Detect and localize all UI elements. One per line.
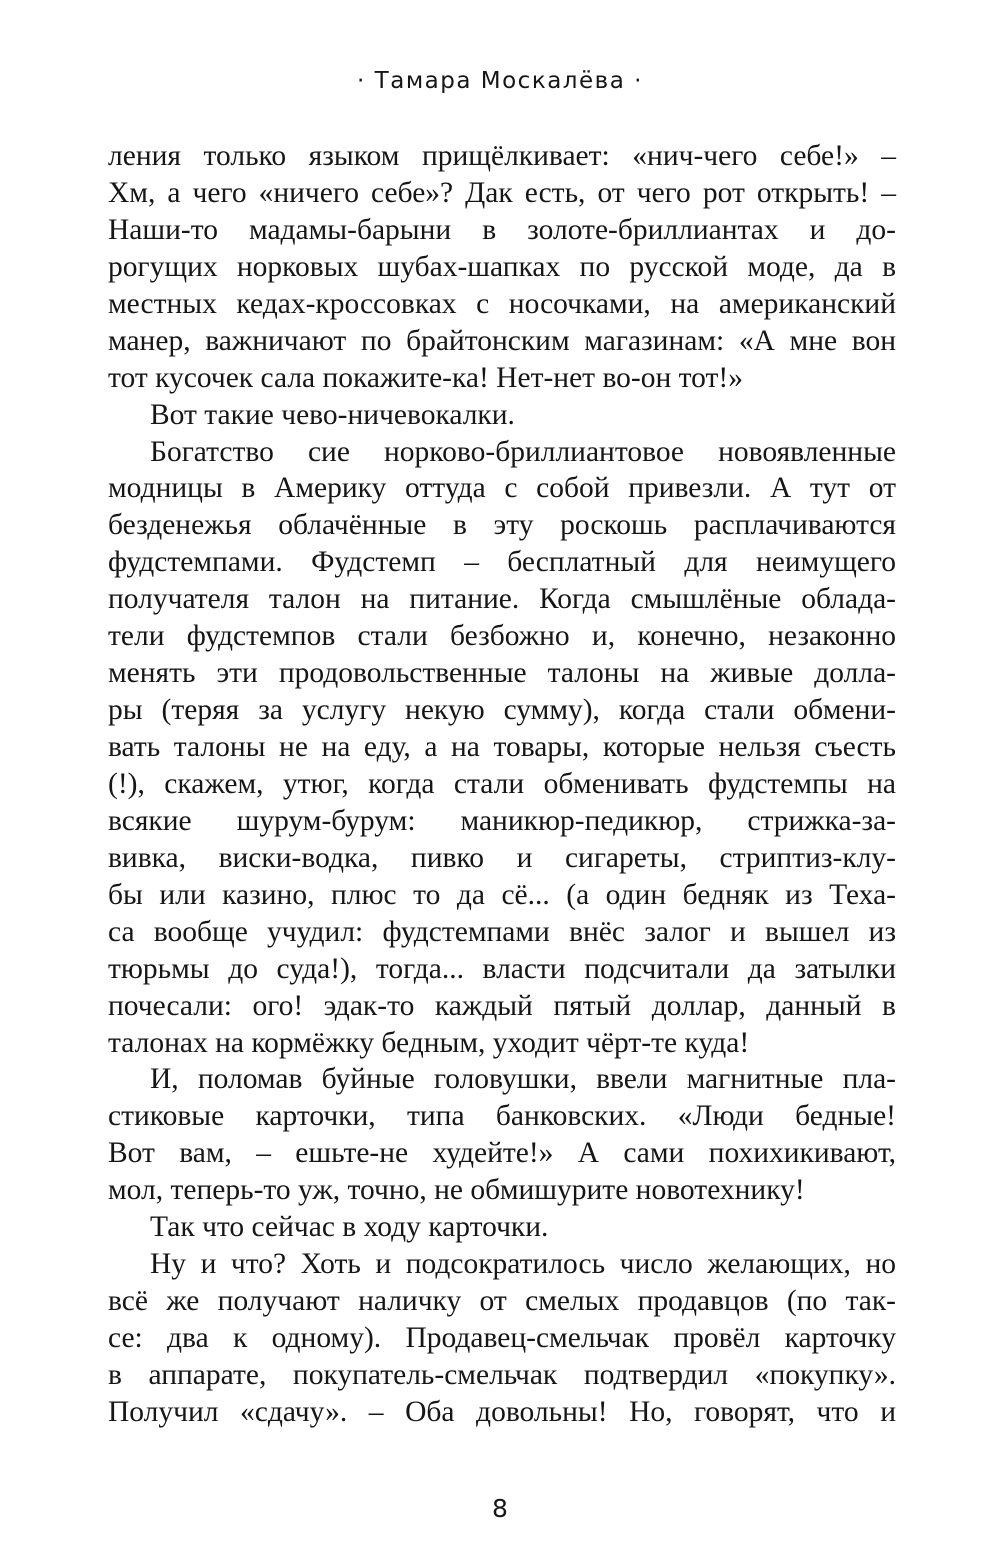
text-line: И, поломав буйные головушки, ввели магнитные пла- [150,1063,896,1096]
text-line: Богатство сие норково-бриллиантовое новоявленные [150,435,896,468]
text-line: Наши-то мадамы-барыни в золоте-бриллиантах и до- [108,213,896,246]
running-head: · Тамара Москалёва · [357,68,643,94]
text-line: Так что сейчас в ходу карточки. [150,1211,549,1244]
text-line: вивка, виски-водка, пивко и сигареты, стриптиз-клу- [108,841,896,874]
text-line: тели фудстемпов стали безбожно и, конечно, незаконно [108,620,896,653]
text-line: всё же получают наличку от смелых продавцов (по так- [108,1285,896,1318]
text-line: ления только языком прищёлкивает: «нич-чего себе!» – [108,140,896,172]
text-line: манер, важничают по брайтонским магазинам: «А мне вон [108,324,896,357]
text-line: Вот вам, – ешьте-не худейте!» А сами похихикивают, [108,1137,896,1170]
text-line: почесали: ого! эдак-то каждый пятый доллар, данный в [108,989,896,1022]
text-line: талонах на кормёжку бедным, уходит чёрт-те куда! [108,1026,750,1059]
text-line: менять эти продовольственные талоны на живые долла- [108,657,896,690]
text-line: са вообще учудил: фудстемпами внёс залог и вышел из [108,915,896,948]
text-line: Ну и что? Хоть и подсократилось число желающих, но [150,1248,896,1281]
body-text [108,138,896,1431]
text-line: вать талоны не на еду, а на товары, которые нельзя съесть [108,731,896,763]
text-line: стиковые карточки, типа банковских. «Люди бедные! [108,1100,896,1133]
text-line: тюрьмы до суда!), тогда... власти подсчитали да затылки [108,952,896,985]
text-line: Хм, а чего «ничего себе»? Дак есть, от чего рот открыть! – [108,176,896,209]
page-number: 8 [492,1494,508,1523]
text-line: Получил «сдачу». – Оба довольны! Но, говорят, что и [108,1395,896,1428]
text-line: модницы в Америку оттуда с собой привезли. А тут от [108,472,896,505]
text-line: Вот такие чево-ничевокалки. [150,398,515,431]
text-line: фудстемпами. Фудстемп – бесплатный для неимущего [108,546,896,579]
text-line: безденежья облачённые в эту роскошь расплачиваются [108,509,896,542]
text-line: мол, теперь-то уж, точно, не обмишурите новотехнику! [108,1174,805,1207]
text-line: местных кедах-кроссовках с носочками, на американский [108,287,896,320]
text-line: бы или казино, плюс то да сё... (а один бедняк из Теха- [108,878,896,911]
text-line: получателя талон на питание. Когда смышлёные облада- [108,583,896,616]
text-line: се: два к одному). Продавец-смельчак провёл карточку [108,1322,896,1354]
text-line: в аппарате, покупатель-смельчак подтвердил «покупку». [108,1358,896,1391]
text-line: всякие шурум-бурум: маникюр-педикюр, стрижка-за- [108,804,896,837]
text-line: ры (теряя за услугу некую сумму), когда стали обмени- [108,694,896,727]
text-line: тот кусочек сала покажите-ка! Нет-нет во-он тот!» [108,361,743,394]
text-line: (!), скажем, утюг, когда стали обменивать фудстемпы на [108,767,896,800]
text-line: рогущих норковых шубах-шапках по русской моде, да в [108,250,896,283]
